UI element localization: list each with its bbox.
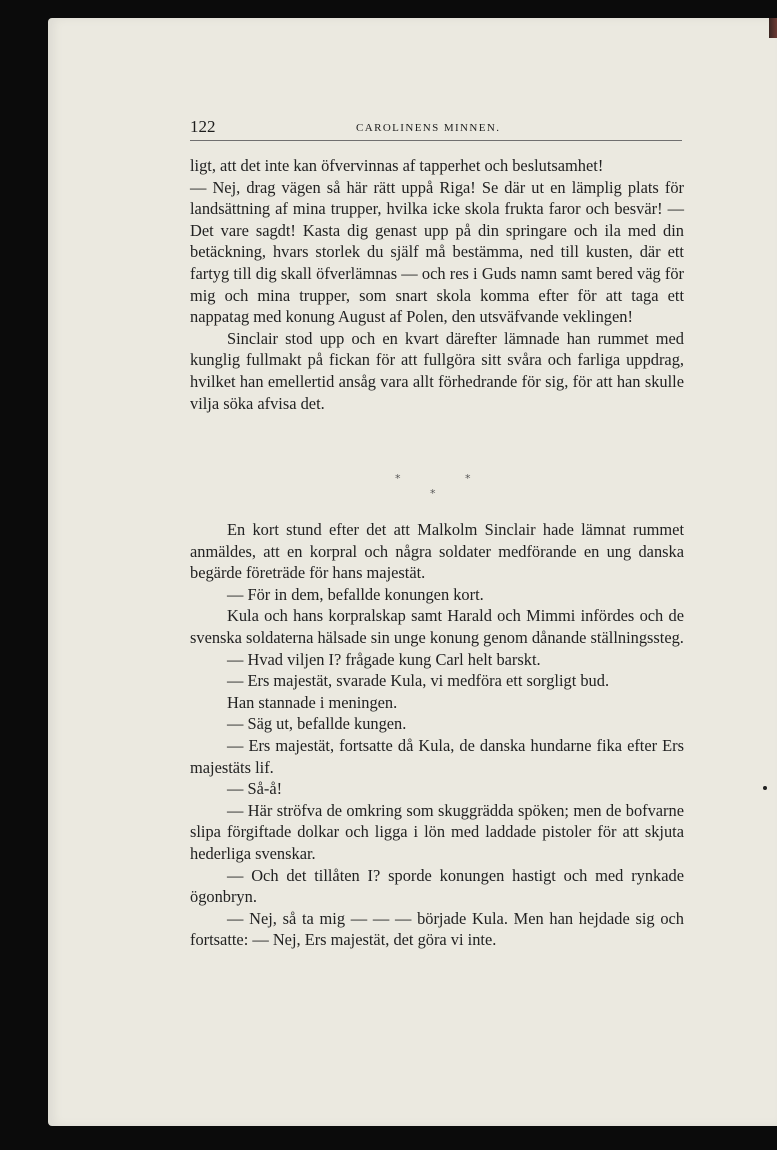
paragraph-15: — Nej, så ta mig — — — började Kula. Men han hejdade sig och fortsatte: — Nej, Ers majestät, det göra vi inte. — [190, 908, 684, 950]
paragraph-12: — Så-å! — [227, 779, 283, 799]
paragraph-5: — För in dem, befallde konungen kort. — [227, 584, 484, 604]
paragraph-14: — Och det tillåten I? sporde konungen hastigt och med rynkade ögonbryn. — [190, 865, 684, 907]
paragraph-1: ligt, att det inte kan öfvervinnas af tapperhet och beslutsamhet! — [190, 156, 604, 175]
text-block-2 — [190, 519, 684, 951]
paragraph-4: En kort stund efter det att Malkolm Sinclair hade lämnat rummet anmäldes, att en korpral och några soldater medförande en ung danska begärde företräde för hans majestät. — [190, 520, 684, 583]
paragraph-9: Han stannade i meningen. — [227, 692, 398, 712]
paragraph-8: — Ers majestät, svarade Kula, vi medföra ett sorgligt bud. — [227, 671, 610, 691]
separator-star: * — [465, 472, 471, 485]
paragraph-7: — Hvad viljen I? frågade kung Carl helt barskt. — [227, 649, 541, 669]
paragraph-6: Kula och hans korpralskap samt Harald och Mimmi infördes och de svenska soldaterna hälsade sin unge konung genom dånande ställningssteg. — [190, 606, 684, 647]
separator-star: * — [395, 472, 401, 485]
page-edge-mark — [769, 18, 777, 38]
text-block-1 — [190, 155, 684, 414]
page-header — [190, 118, 682, 141]
running-head: CAROLINENS MINNEN. — [356, 122, 501, 134]
section-separator — [390, 472, 490, 506]
page-number: 122 — [190, 117, 216, 136]
paragraph-13: — Här ströfva de omkring som skuggrädda spöken; men de bofvarne slipa förgiftade dolkar och ligga i lön med laddade pistoler för att skjuta hederliga svenskar. — [190, 800, 684, 863]
paragraph-2: — Nej, drag vägen så här rätt uppå Riga! Se där ut en lämplig plats för landsättning af mina trupper, hvilka icke skola frukta faror och besvär! — Det vare sagdt! Kasta dig genast upp på din springare och ila med din betäckning, hvars storlek du själf må bestämma, ned till kusten, där ett fartyg till dig skall öfverlämnas — och res i Guds namn samt bered väg för mig och mina trupper, som snart skola komma efter för att taga ett nappatag med konung August af Polen, den utsväfvande veklingen! — [190, 177, 684, 327]
margin-dot — [763, 786, 767, 790]
paragraph-10: — Säg ut, befallde kungen. — [227, 714, 407, 734]
separator-star: * — [430, 487, 436, 500]
paragraph-3: Sinclair stod upp och en kvart därefter lämnade han rummet med kunglig fullmakt på fickan för att fullgöra sitt svåra och farliga uppdrag, hvilket han emellertid ansåg vara allt förhedrande för sig, för att han skulle vilja söka afvisa det. — [190, 328, 684, 413]
paragraph-11: — Ers majestät, fortsatte då Kula, de danska hundarne fika efter Ers majestäts lif. — [190, 735, 684, 777]
